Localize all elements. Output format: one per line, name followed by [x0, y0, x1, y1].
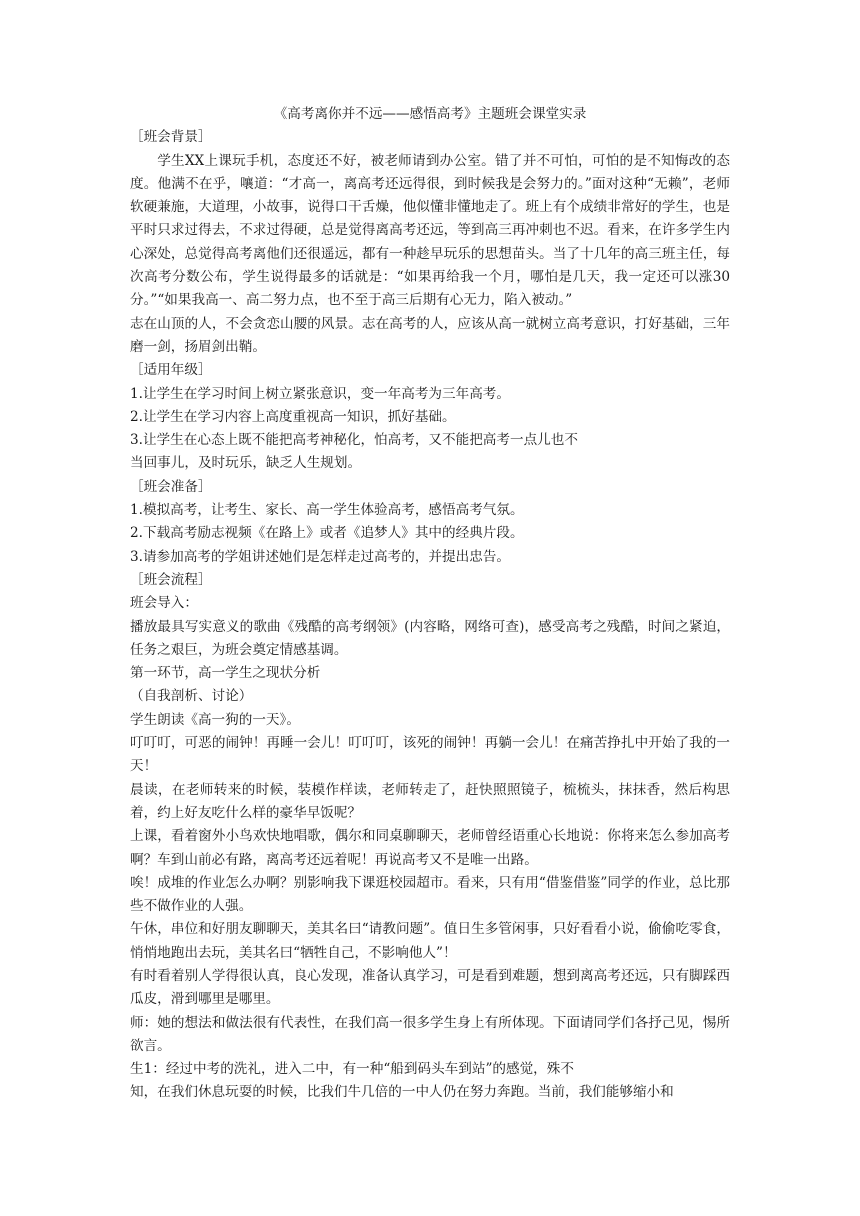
paragraph: 播放最具写实意义的歌曲《残酷的高考纲领》(内容略，网络可查)，感受高考之残酷，时间之紧迫，任务之艰巨，为班会奠定情感基调。: [130, 618, 730, 658]
paragraph: 唉！成堆的作业怎么办啊？别影响我下课逛校园超市。看来，只有用“借鉴借鉴”同学的作业，总比那些不做作业的人强。: [130, 874, 730, 915]
paragraph: 1.让学生在学习时间上树立紧张意识，变一年高考为三年高考。: [130, 385, 510, 402]
paragraph: 上课，看着窗外小鸟欢快地唱歌，偶尔和同桌聊聊天，老师曾经语重心长地说：你将来怎么参加高考啊？车到山前必有路，离高考还远着呢！再说高考又不是唯一出路。: [130, 828, 730, 868]
paragraph: ［班会流程］: [130, 571, 212, 588]
paragraph: 师：她的想法和做法很有代表性，在我们高一很多学生身上有所体现。下面请同学们各抒己见，惕所欲言。: [130, 1014, 730, 1054]
paragraph: 知，在我们休息玩耍的时候，比我们牛几倍的一中人仍在努力奔跑。当前，我们能够缩小和: [130, 1084, 674, 1101]
paragraph: 第一环节，高一学生之现状分析: [130, 665, 321, 682]
paragraph: 有时看着别人学得很认真，良心发现，准备认真学习，可是看到难题，想到离高考还远，只有脚踩西瓜皮，滑到哪里是哪里。: [130, 967, 730, 1008]
paragraph: 当回事儿，及时玩乐，缺乏人生规划。: [130, 455, 362, 472]
paragraph: 1.模拟高考，让考生、家长、高一学生体验高考，感悟高考气氛。: [130, 502, 524, 519]
paragraph: 3.请参加高考的学姐讲述她们是怎样走过高考的，并提出忠告。: [130, 548, 510, 565]
paragraph: ［班会准备］: [130, 478, 212, 495]
paragraph: 生1：经过中考的洗礼，进入二中，有一种“船到码头车到站”的感觉，殊不: [130, 1061, 574, 1078]
paragraph: 午休，串位和好朋友聊聊天，美其名曰“请教问题”。值日生多管闲事，只好看看小说，偷偷吃零食，悄悄地跑出去玩，美其名曰“牺牲自己，不影响他人”！: [130, 921, 730, 961]
paragraph: 2.下载高考励志视频《在路上》或者《追梦人》其中的经典片段。: [130, 525, 524, 542]
document-title: 《高考离你并不远——感悟高考》主题班会课堂实录: [273, 106, 587, 122]
paragraph: ［适用年级］: [130, 362, 212, 379]
paragraph: 志在山顶的人，不会贪恋山腰的风景。志在高考的人，应该从高一就树立高考意识，打好基础，三年磨一剑，扬眉剑出鞘。: [130, 315, 730, 355]
paragraph: 学生朗读《高一狗的一天》。: [130, 711, 300, 728]
paragraph: 叮叮叮，可恶的闹钟！再睡一会儿！叮叮叮，该死的闹钟！再躺一会儿！在痛苦挣扎中开始了我的一天！: [130, 735, 730, 775]
paragraph: ［班会背景］: [130, 129, 212, 146]
document-body: [130, 126, 730, 1104]
paragraph: 班会导入：: [130, 595, 198, 612]
paragraph: （自我剖析、讨论）: [130, 688, 253, 705]
paragraph: 学生XX上课玩手机，态度还不好，被老师请到办公室。错了并不可怕，可怕的是不知悔改的态度。他满不在乎，嚷道：“才高一，离高考还远得很，到时候我是会努力的。”面对这种“无赖”，老师软硬兼施，大道理，小故事，说得口干舌燥，他似懂非懂地走了。班上有个成绩非常好的学生，也是平时只求过得去，不求过得硬，总是觉得离高考还远，等到高三再冲刺也不迟。看来，在许多学生内心深处，总觉得高考离他们还很遥远，都有一种趁早玩乐的思想苗头。当了十几年的高三班主任，每次高考分数公布，学生说得最多的话就是：“如果再给我一个月，哪怕是几天，我一定还可以涨30分。”“如果我高一、高二努力点，也不至于高三后期有心无力，陷入被动。”: [130, 152, 730, 309]
document-page: [130, 103, 730, 1105]
paragraph: 2.让学生在学习内容上高度重视高一知识，抓好基础。: [130, 408, 456, 425]
paragraph: 晨读，在老师转来的时候，装模作样读，老师转走了，赶快照照镜子，梳梳头，抹抹香，然后构思着，约上好友吃什么样的豪华早饭呢？: [130, 781, 730, 821]
paragraph: 3.让学生在心态上既不能把高考神秘化，怕高考，又不能把高考一点儿也不: [130, 432, 578, 449]
